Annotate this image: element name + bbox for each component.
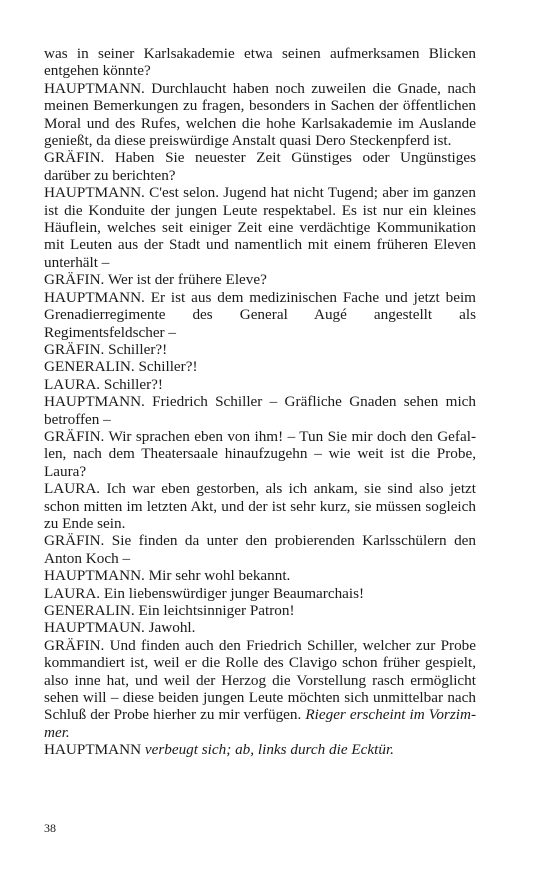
stage-direction: verbeugt sich; ab, links durch die Ecktür. <box>144 741 394 759</box>
paragraph-text: GRÄFIN. Wer ist der frühere Eleve? <box>44 271 267 289</box>
paragraph-11 <box>44 428 476 480</box>
paragraph-10 <box>44 393 476 428</box>
page-body <box>44 45 476 759</box>
paragraph-text: GENERALIN. Ein leichtsinniger Patron! <box>44 602 295 619</box>
paragraph-text: HAUPTMANN. Durchlaucht haben noch zuweilen die Gnade, nach meinen Bemerkungen zu fragen, besonders in Sachen der öffentlichen Moral und des Rufes, welchen die hohe Karlsakademie im Auslande genießt, da diese preiswürdige Anstalt quasi Dero Steckenpferd ist. <box>44 79 476 150</box>
paragraph-17 <box>44 619 476 636</box>
paragraph-7 <box>44 341 476 358</box>
paragraph-4 <box>44 184 476 271</box>
paragraph-text: HAUPTMAUN. Jawohl. <box>44 619 196 637</box>
paragraph-text: LAURA. Ein liebenswürdiger junger Beaumarchais! <box>44 584 365 602</box>
paragraph-1 <box>44 45 476 80</box>
paragraph-3 <box>44 149 476 184</box>
paragraph-text: GRÄFIN. Schiller?! <box>44 340 168 358</box>
paragraph-9 <box>44 376 476 393</box>
paragraph-text: GENERALIN. Schiller?! <box>44 358 198 376</box>
paragraph-18 <box>44 637 476 741</box>
paragraph-text: HAUPTMANN. Friedrich Schiller – Gräfliche Gnaden sehen mich betroffen – <box>44 393 476 428</box>
paragraph-text: HAUPTMANN. Mir sehr wohl bekannt. <box>44 567 291 585</box>
stage-direction: Rieger erscheint im Vorzimmer. <box>44 706 477 741</box>
paragraph-text: GRÄFIN. Wir sprachen eben von ihm! – Tun Sie mir doch den Gefallen, nach dem Theatersaale hinaufzugehn – wie weit ist die Probe, Laura? <box>44 427 476 480</box>
paragraph-14 <box>44 567 476 584</box>
paragraph-text: GRÄFIN. Sie finden da unter den probierenden Karlsschülern den Anton Koch – <box>44 532 476 567</box>
paragraph-2 <box>44 80 476 150</box>
paragraph-19 <box>44 741 476 758</box>
paragraph-text: HAUPTMANN. Er ist aus dem medizinischen Fache und jetzt beim Grenadierregimente des General Augé angestellt als Regimentsfeldscher – <box>44 288 476 341</box>
paragraph-5 <box>44 271 476 288</box>
paragraph-text: LAURA. Ich war eben gestorben, als ich ankam, sie sind also jetzt schon mitten im letzten Akt, und der ist sehr kurz, sie müssen sogleich zu Ende sein. <box>44 480 476 532</box>
paragraph-6 <box>44 289 476 341</box>
paragraph-15 <box>44 585 476 602</box>
paragraph-text: LAURA. Schiller?! <box>44 375 163 393</box>
paragraph-text: GRÄFIN. Und finden auch den Friedrich Schiller, welcher zur Probe kommandiert ist, weil er die Rolle des Clavigo schon früher gespielt, also inne hat, und weil der Herzog die Vorstellung rasch ermöglicht sehen will – diese beiden jungen Leute möchten sich unmittelbar nach Schluß der Probe hierher zu mir verfügen. <box>44 636 476 724</box>
paragraph-13 <box>44 532 476 567</box>
paragraph-text: was in seiner Karlsakademie etwa seinen aufmerksamen Blicken entgehen könnte? <box>44 45 476 80</box>
paragraph-16 <box>44 602 476 619</box>
paragraph-8 <box>44 358 476 375</box>
paragraph-text: HAUPTMANN. C'est selon. Jugend hat nicht Tugend; aber im ganzen ist die Konduite der jungen Leute respektabel. Es ist nur ein kleines Häuflein, welches seit einiger Zeit eine verdächtige Kommunikation mit Leuten aus der Stadt und namentlich mit einem früheren Eleven unterhält – <box>44 184 476 271</box>
paragraph-text: HAUPTMANN <box>44 741 142 759</box>
page-number: 38 <box>44 821 56 835</box>
paragraph-text: GRÄFIN. Haben Sie neuester Zeit Günstiges oder Ungünstiges darüber zu berichten? <box>44 149 476 184</box>
paragraph-12 <box>44 480 476 532</box>
